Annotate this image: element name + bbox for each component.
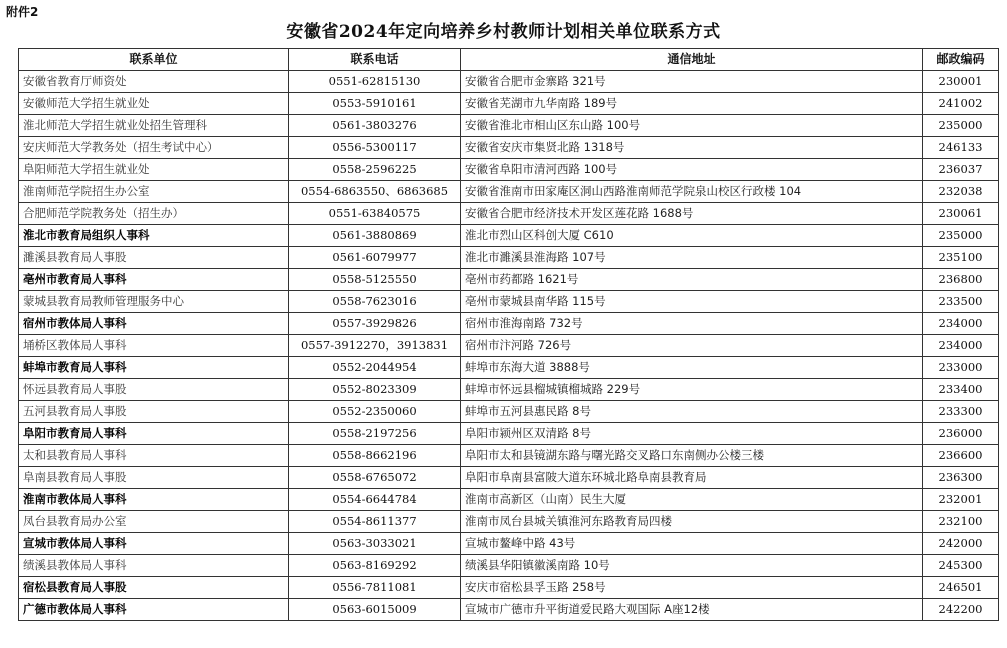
unit-cell: 太和县教育局人事科	[19, 445, 289, 467]
address-cell: 宣城市广德市升平街道爱民路大观国际 A座12楼	[461, 599, 923, 621]
address-cell: 亳州市蒙城县南华路 115号	[461, 291, 923, 313]
address-cell: 阜阳市太和县镜湖东路与曙光路交叉路口东南侧办公楼三楼	[461, 445, 923, 467]
phone-cell: 0556-5300117	[289, 137, 461, 159]
table-row	[19, 423, 999, 445]
table-row	[19, 181, 999, 203]
postcode-cell: 236800	[923, 269, 999, 291]
postcode-cell: 246133	[923, 137, 999, 159]
unit-cell: 合肥师范学院教务处（招生办）	[19, 203, 289, 225]
unit-cell: 宿松县教育局人事股	[19, 577, 289, 599]
phone-cell: 0552-2044954	[289, 357, 461, 379]
table-row	[19, 489, 999, 511]
table-row	[19, 247, 999, 269]
postcode-cell: 230001	[923, 71, 999, 93]
table-row	[19, 159, 999, 181]
phone-cell: 0558-2197256	[289, 423, 461, 445]
phone-cell: 0557-3912270，3913831	[289, 335, 461, 357]
address-cell: 安徽省阜阳市清河西路 100号	[461, 159, 923, 181]
address-cell: 淮南市高新区（山南）民生大厦	[461, 489, 923, 511]
address-cell: 安徽省芜湖市九华南路 189号	[461, 93, 923, 115]
table-body	[19, 71, 999, 621]
table-row	[19, 313, 999, 335]
phone-cell: 0563-6015009	[289, 599, 461, 621]
phone-cell: 0558-5125550	[289, 269, 461, 291]
unit-cell: 阜阳市教育局人事科	[19, 423, 289, 445]
address-cell: 安庆市宿松县孚玉路 258号	[461, 577, 923, 599]
table-row	[19, 291, 999, 313]
unit-cell: 淮北师范大学招生就业处招生管理科	[19, 115, 289, 137]
table-header-row	[19, 49, 999, 71]
table-row	[19, 115, 999, 137]
address-cell: 安徽省淮南市田家庵区洞山西路淮南师范学院泉山校区行政楼 104	[461, 181, 923, 203]
table-row	[19, 577, 999, 599]
phone-cell: 0552-8023309	[289, 379, 461, 401]
postcode-cell: 234000	[923, 335, 999, 357]
phone-cell: 0558-6765072	[289, 467, 461, 489]
address-cell: 安徽省合肥市金寨路 321号	[461, 71, 923, 93]
phone-cell: 0551-63840575	[289, 203, 461, 225]
postcode-cell: 233400	[923, 379, 999, 401]
unit-cell: 淮北市教育局组织人事科	[19, 225, 289, 247]
postcode-cell: 236300	[923, 467, 999, 489]
unit-cell: 阜阳师范大学招生就业处	[19, 159, 289, 181]
address-cell: 安徽省淮北市相山区东山路 100号	[461, 115, 923, 137]
unit-cell: 蒙城县教育局教师管理服务中心	[19, 291, 289, 313]
address-cell: 亳州市药都路 1621号	[461, 269, 923, 291]
phone-cell: 0558-2596225	[289, 159, 461, 181]
postcode-cell: 236000	[923, 423, 999, 445]
address-cell: 蚌埠市东海大道 3888号	[461, 357, 923, 379]
postcode-cell: 233000	[923, 357, 999, 379]
unit-cell: 埇桥区教体局人事科	[19, 335, 289, 357]
attachment-label: 附件2	[6, 5, 39, 19]
phone-cell: 0552-2350060	[289, 401, 461, 423]
postcode-cell: 233300	[923, 401, 999, 423]
header-phone: 联系电话	[289, 49, 461, 71]
unit-cell: 安徽省教育厅师资处	[19, 71, 289, 93]
table-row	[19, 71, 999, 93]
phone-cell: 0561-6079977	[289, 247, 461, 269]
postcode-cell: 232001	[923, 489, 999, 511]
address-cell: 宿州市汴河路 726号	[461, 335, 923, 357]
address-cell: 安徽省安庆市集贤北路 1318号	[461, 137, 923, 159]
address-cell: 蚌埠市五河县惠民路 8号	[461, 401, 923, 423]
contacts-table	[18, 48, 999, 621]
address-cell: 安徽省合肥市经济技术开发区莲花路 1688号	[461, 203, 923, 225]
address-cell: 阜阳市阜南县富陂大道东环城北路阜南县教育局	[461, 467, 923, 489]
postcode-cell: 235000	[923, 225, 999, 247]
unit-cell: 五河县教育局人事股	[19, 401, 289, 423]
postcode-cell: 235100	[923, 247, 999, 269]
address-cell: 淮北市濉溪县淮海路 107号	[461, 247, 923, 269]
unit-cell: 绩溪县教体局人事科	[19, 555, 289, 577]
postcode-cell: 241002	[923, 93, 999, 115]
phone-cell: 0561-3880869	[289, 225, 461, 247]
unit-cell: 安庆师范大学教务处（招生考试中心）	[19, 137, 289, 159]
postcode-cell: 236600	[923, 445, 999, 467]
phone-cell: 0556-7811081	[289, 577, 461, 599]
postcode-cell: 233500	[923, 291, 999, 313]
table-row	[19, 445, 999, 467]
phone-cell: 0554-6863550、6863685	[289, 181, 461, 203]
phone-cell: 0561-3803276	[289, 115, 461, 137]
postcode-cell: 242000	[923, 533, 999, 555]
table-row	[19, 379, 999, 401]
unit-cell: 怀远县教育局人事股	[19, 379, 289, 401]
document-title: 安徽省2024年定向培养乡村教师计划相关单位联系方式	[286, 22, 721, 42]
table-row	[19, 203, 999, 225]
table-row	[19, 511, 999, 533]
address-cell: 淮南市凤台县城关镇淮河东路教育局四楼	[461, 511, 923, 533]
unit-cell: 宿州市教体局人事科	[19, 313, 289, 335]
table-row	[19, 555, 999, 577]
table-row	[19, 599, 999, 621]
postcode-cell: 234000	[923, 313, 999, 335]
phone-cell: 0554-6644784	[289, 489, 461, 511]
phone-cell: 0557-3929826	[289, 313, 461, 335]
table-row	[19, 225, 999, 247]
postcode-cell: 236037	[923, 159, 999, 181]
unit-cell: 亳州市教育局人事科	[19, 269, 289, 291]
postcode-cell: 232100	[923, 511, 999, 533]
table-row	[19, 357, 999, 379]
postcode-cell: 232038	[923, 181, 999, 203]
phone-cell: 0558-7623016	[289, 291, 461, 313]
address-cell: 淮北市烈山区科创大厦 C610	[461, 225, 923, 247]
phone-cell: 0553-5910161	[289, 93, 461, 115]
table-row	[19, 467, 999, 489]
address-cell: 宣城市鳌峰中路 43号	[461, 533, 923, 555]
table-row	[19, 137, 999, 159]
table-row	[19, 401, 999, 423]
postcode-cell: 245300	[923, 555, 999, 577]
address-cell: 蚌埠市怀远县榴城镇榴城路 229号	[461, 379, 923, 401]
phone-cell: 0563-3033021	[289, 533, 461, 555]
unit-cell: 广德市教体局人事科	[19, 599, 289, 621]
unit-cell: 淮南市教体局人事科	[19, 489, 289, 511]
address-cell: 阜阳市颍州区双清路 8号	[461, 423, 923, 445]
postcode-cell: 230061	[923, 203, 999, 225]
table-row	[19, 93, 999, 115]
unit-cell: 淮南师范学院招生办公室	[19, 181, 289, 203]
phone-cell: 0554-8611377	[289, 511, 461, 533]
phone-cell: 0563-8169292	[289, 555, 461, 577]
address-cell: 宿州市淮海南路 732号	[461, 313, 923, 335]
table-row	[19, 533, 999, 555]
unit-cell: 蚌埠市教育局人事科	[19, 357, 289, 379]
header-postcode: 邮政编码	[923, 49, 999, 71]
postcode-cell: 242200	[923, 599, 999, 621]
postcode-cell: 235000	[923, 115, 999, 137]
unit-cell: 濉溪县教育局人事股	[19, 247, 289, 269]
unit-cell: 凤台县教育局办公室	[19, 511, 289, 533]
header-unit: 联系单位	[19, 49, 289, 71]
table-row	[19, 269, 999, 291]
phone-cell: 0558-8662196	[289, 445, 461, 467]
unit-cell: 阜南县教育局人事股	[19, 467, 289, 489]
phone-cell: 0551-62815130	[289, 71, 461, 93]
unit-cell: 宣城市教体局人事科	[19, 533, 289, 555]
table-row	[19, 335, 999, 357]
unit-cell: 安徽师范大学招生就业处	[19, 93, 289, 115]
postcode-cell: 246501	[923, 577, 999, 599]
header-address: 通信地址	[461, 49, 923, 71]
address-cell: 绩溪县华阳镇徽溪南路 10号	[461, 555, 923, 577]
